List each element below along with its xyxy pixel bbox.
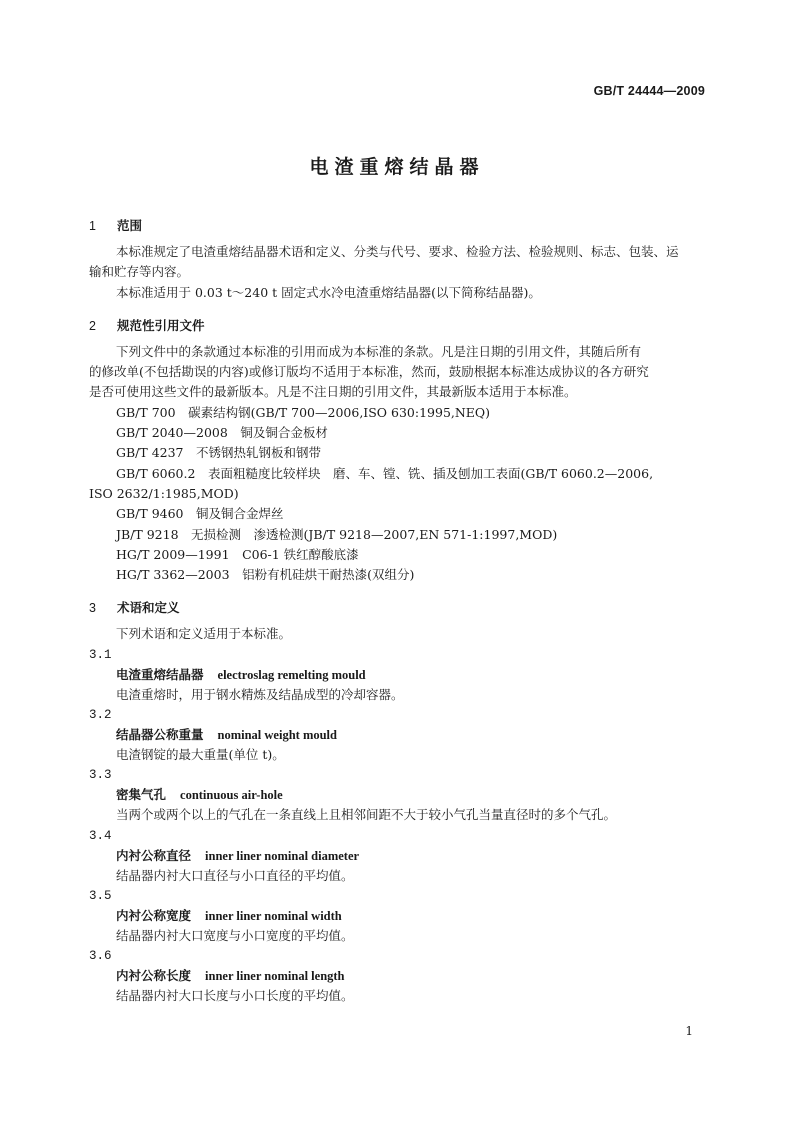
reference-item [89, 565, 706, 585]
reference-continuation: ISO 2632/1:1985,MOD) [89, 485, 239, 501]
term-entry [89, 705, 706, 765]
clause-number: 3.2 [89, 708, 112, 723]
section-title: 术语和定义 [117, 600, 180, 616]
paragraph: 本标准适用于 0.03 t～240 t 固定式水冷电渣重熔结晶器(以下简称结晶器)。 [116, 284, 541, 300]
term-entry [89, 886, 706, 946]
reference-code: JB/T 9218 [116, 526, 179, 542]
term-english: continuous air-hole [180, 788, 283, 803]
section-title: 规范性引用文件 [117, 317, 205, 333]
reference-code: GB/T 2040—2008 [116, 425, 228, 441]
term-chinese: 内衬公称长度 [116, 968, 192, 984]
term-entry [89, 946, 706, 1006]
paragraph-line: 本标准规定了电渣重熔结晶器术语和定义、分类与代号、要求、检验方法、检验规则、标志、包装、运 [116, 244, 679, 259]
term-chinese: 内衬公称直径 [116, 847, 192, 863]
reference-item [89, 504, 706, 524]
term-definition: 电渣重熔时，用于钢水精炼及结晶成型的冷却容器。 [116, 686, 404, 702]
document-title: 电渣重熔结晶器 [309, 156, 485, 178]
reference-title: 铜及铜合金板材 [240, 425, 328, 441]
reference-item [89, 545, 706, 565]
term-heading [89, 966, 706, 986]
reference-item [89, 443, 706, 463]
term-english: inner liner nominal width [205, 908, 342, 923]
term-definition: 当两个或两个以上的气孔在一条直线上且相邻间距不大于较小气孔当量直径时的多个气孔。 [116, 807, 617, 823]
reference-title: 表面粗糙度比较样块 磨、车、镗、铣、插及刨加工表面(GB/T 6060.2—2006, [207, 465, 654, 481]
term-definition: 结晶器内衬大口宽度与小口宽度的平均值。 [116, 927, 354, 943]
reference-title: C06-1 铁红醇酸底漆 [242, 546, 359, 562]
term-entry [89, 826, 706, 886]
section-3-heading [89, 598, 706, 618]
term-english: electroslag remelting mould [217, 667, 366, 682]
standard-code: GB/T 24444—2009 [593, 84, 705, 98]
reference-code: GB/T 9460 [116, 506, 184, 522]
term-chinese: 结晶器公称重量 [116, 727, 204, 743]
term-definition: 电渣钢锭的最大重量(单位 t)。 [116, 747, 285, 763]
reference-code: GB/T 4237 [116, 445, 184, 461]
reference-title: 铜及铜合金焊丝 [196, 506, 284, 522]
reference-title: 铝粉有机硅烘干耐热漆(双组分) [242, 567, 415, 583]
term-definition: 结晶器内衬大口长度与小口长度的平均值。 [116, 988, 354, 1004]
term-entry [89, 765, 706, 825]
clause-number: 3.4 [89, 828, 112, 843]
term-chinese: 密集气孔 [116, 787, 167, 803]
reference-item [89, 403, 706, 423]
document-body [89, 216, 706, 1007]
term-entry [89, 645, 706, 705]
term-heading [89, 785, 706, 805]
term-heading [89, 725, 706, 745]
paragraph-line: 下列文件中的条款通过本标准的引用而成为本标准的条款。凡是注日期的引用文件，其随后所有 [116, 343, 642, 359]
reference-code: HG/T 3362—2003 [116, 567, 230, 583]
paragraph-line: 的修改单(不包括勘误的内容)或修订版均不适用于本标准，然而，鼓励根据本标准达成协议的各方研究 [89, 364, 649, 380]
section-number: 3 [89, 601, 96, 616]
term-heading [89, 906, 706, 926]
reference-item [89, 423, 706, 443]
clause-number: 3.6 [89, 949, 112, 964]
section-title: 范围 [117, 218, 143, 233]
term-english: inner liner nominal diameter [205, 848, 360, 863]
term-heading [89, 665, 706, 685]
term-heading [89, 846, 706, 866]
term-chinese: 内衬公称宽度 [116, 907, 192, 923]
paragraph-line: 输和贮存等内容。 [89, 264, 190, 280]
section-number: 1 [89, 219, 96, 233]
paragraph: 下列术语和定义适用于本标准。 [116, 626, 292, 642]
reference-code: GB/T 700 [116, 404, 176, 420]
paragraph-line: 是否可使用这些文件的最新版本。凡是不注日期的引用文件，其最新版本适用于本标准。 [89, 384, 577, 400]
reference-title: 不锈钢热轧钢板和钢带 [196, 445, 322, 461]
reference-code: GB/T 6060.2 [116, 465, 196, 481]
section-1-heading [89, 216, 706, 236]
reference-title: 无损检测 渗透检测(JB/T 9218—2007,EN 571-1:1997,MOD) [191, 526, 558, 542]
clause-number: 3.1 [89, 647, 112, 662]
page-number: 1 [685, 1024, 693, 1038]
reference-code: HG/T 2009—1991 [116, 546, 230, 562]
clause-number: 3.5 [89, 888, 112, 903]
reference-item [89, 464, 706, 484]
term-english: inner liner nominal length [205, 969, 345, 984]
term-chinese: 电渣重熔结晶器 [116, 666, 204, 682]
reference-item [89, 525, 706, 545]
term-definition: 结晶器内衬大口直径与小口直径的平均值。 [116, 867, 354, 883]
section-number: 2 [89, 318, 96, 333]
clause-number: 3.3 [89, 768, 112, 783]
reference-title: 碳素结构钢(GB/T 700—2006,ISO 630:1995,NEQ) [188, 404, 491, 420]
section-2-heading [89, 316, 706, 336]
term-english: nominal weight mould [217, 728, 337, 743]
